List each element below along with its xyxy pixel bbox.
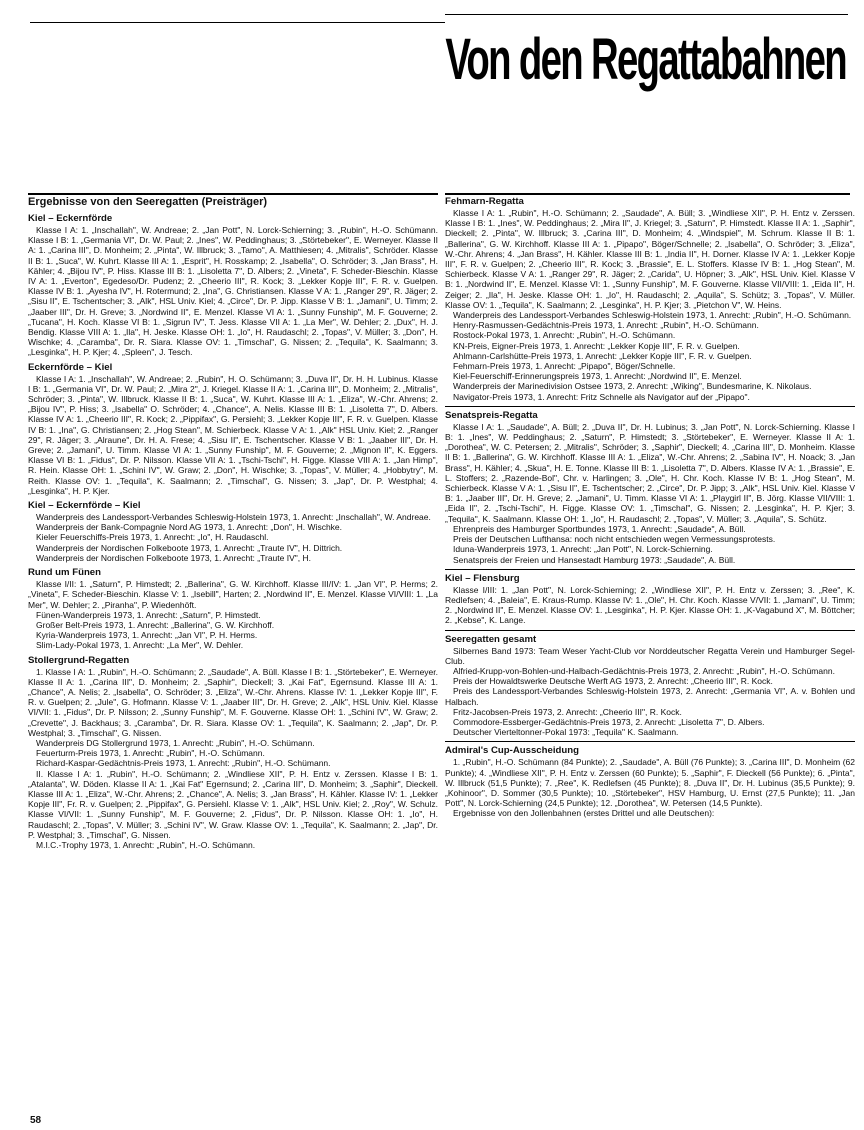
result-paragraph: Ehrenpreis des Hamburger Sportbundes 1973, 1. Anrecht: „Saudade", A. Büll. [453,523,746,534]
result-paragraph: Kyria-Wanderpreis 1973, 1. Anrecht: „Jan VI", P. H. Herms. [36,630,258,641]
section-title: Fehmarn-Regatta [445,196,524,207]
result-paragraph: Alfried-Krupp-von-Bohlen-und-Halbach-Gedächtnis-Preis 1973, 2. Anrecht: „Rubin", H.-O. Schümann. [453,665,835,676]
section-title: Kiel – Flensburg [445,569,855,584]
section-title: Kiel – Eckernförde [28,213,113,224]
result-paragraph: Iduna-Wanderpreis 1973, 1. Anrecht: „Jan Pott", N. Lorck-Schierning. [453,544,713,555]
article-section [28,196,438,209]
section-title: Kiel – Eckernförde – Kiel [28,500,141,512]
result-paragraph: Senatspreis der Freien und Hansestadt Hamburg 1973: „Saudade", A. Büll. [453,554,736,565]
result-paragraph: Ahlmann-Carlshütte-Preis 1973, 1. Anrecht: „Lekker Kopje III", F. R. v. Guelpen. [453,350,752,361]
result-paragraph: Rostock-Pokal 1973, 1. Anrecht: „Rubin", H.-O. Schümann. [453,330,676,341]
article-section [445,741,855,818]
header-banner [445,14,848,91]
result-paragraph: Klasse I/III: 1. „Jan Pott", N. Lorck-Schierning; 2. „Windliese XII", P. H. Entz v. Zerssen; 3. „Ree", K. Redlefsen; 4. „Baleia", E. Kraus-Rump. Klasse IV: 1. „Ole", H. Chr. Koch. Klasse V/VII: 1. „Jamani", U. Timm; 2. „Nordwind II", E. Menzel. Klasse OV: 1. „Lesginka", H. P. Kjer. Klasse OH: 1. „K-Vagabund X", M. Böttcher; 2. „Kebse", K. Lange. [445,584,855,626]
article-heading: Ergebnisse von den Seeregatten (Preisträger) [28,196,268,208]
section-title: Senatspreis-Regatta [445,406,855,421]
right-column-rule [445,193,850,195]
article-section [445,630,855,738]
result-paragraph: Fünen-Wanderpreis 1973, 1. Anrecht: „Saturn", P. Himstedt. [36,609,261,620]
result-paragraph: Wanderpreis DG Stollergrund 1973, 1. Anrecht: „Rubin", H.-O. Schümann. [36,737,315,748]
result-paragraph: Fehmarn-Preis 1973, 1. Anrecht: „Pipapo", Böger/Schnelle. [453,361,676,372]
article-section [28,362,438,496]
result-paragraph: Klasse I A: 1. „Saudade", A. Büll; 2. „Duva II", Dr. H. Lubinus; 3. „Jan Pott", N. Lorck-Schierning. Klasse I B: 1. „Ines", W. Peddinghaus; 2. „Saturn", P. Himstedt; 3. „Störtebeker", E. Werneyer. Klasse II A: 1. „Dorothea", W. C. Petersen; 2. „Mitralis", Schröder; 3. „Saphir", Dieckell; 4. „Carina III", D. Monheim. Klasse II B: 1. „Ballerina", G. W. Kirchhoff. Klasse III A: 1. „Eliza", W.-Chr. Ahrens; 2. „Sabina IV", H. Noack; 3. „Jan Brass", H. Kähler; 4. „Skua", H. E. Tonne. Klasse III B: 1. „Lisoletta 7", D. Albers. Klasse IV A: 1. „Brassie", E. L. Stoffers; 2. „Razende-Bol", Chr. v. Harlingen; 3. „Ole", H. Chr. Koch. Klasse IV B: 1. „Hog Stean", M. Schierbeck. Klasse V A: 1. „Sisu II", E. Tschentscher; 2. „Circe", Dr. P. Jipp; 3. „Alk", HSL Univ. Kiel. Klasse V B: 1. „Jaaber III", Dr. H. Greve; 2. „Jamani", U. Timm. Klasse VI A: 1. „Playgirl II", B. Jörg. Klasse VII/VIII: 1. „Eida II", 2. „Tschi-Tschi", H. Figge. Klasse OV: 1. „Timschal", G. Nissen; 2. „Lesginka", H. P. Kjer; 3. „Tequila", K. Saalmann. Klasse OH: 1. „Io", H. Raudaschl; 2. „Topas", V. Müller; 3. „Aquila", S. Schütz. [445,421,855,524]
page-number: 58 [30,1115,42,1126]
result-paragraph: Fritz-Jacobsen-Preis 1973, 2. Anrecht: „Cheerio III", R. Kock. [453,706,682,717]
result-paragraph: Preis des Landessport-Verbandes Schleswig-Holstein 1973, 2. Anrecht: „Germania VI", A. v. Bohlen und Halbach. [445,686,855,707]
article-section [445,569,855,626]
right-column [445,196,855,823]
result-paragraph: Slim-Lady-Pokal 1973, 1. Anrecht: „La Mer", W. Dehler. [36,640,244,651]
result-paragraph: Wanderpreis der Nordischen Folkeboote 1973, 1. Anrecht: „Traute IV", H. Dittrich. [36,542,343,553]
result-paragraph: Großer Belt-Preis 1973, 1. Anrecht: „Ballerina", G. W. Kirchhoff. [36,619,275,630]
result-paragraph: Deutscher Vierteltonner-Pokal 1973: „Tequila" K. Saalmann. [453,727,679,738]
result-paragraph: Henry-Rasmussen-Gedächtnis-Preis 1973, 1. Anrecht: „Rubin", H.-O. Schümann. [453,320,759,331]
result-paragraph: II. Klasse I A: 1. „Rubin", H.-O. Schümann; 2. „Windliese XII", P. H. Entz v. Zerssen. Klasse I B: 1. „Atalanta", W. Döden. Klasse II A: 1. „Kai Fat" Egernsund; 2. „Carina III", D. Monheim; 3. „Saphir", Dieckell. Klasse III A: 1. „Eliza", W.-Chr. Ahrens; 2. „Chance", A. Nelis; 3. „Jan Brass", H. Kähler. Klasse IV: 1. „Lekker Kopje III", Fr. R. v. Guelpen; 2. „Pippifax", G. Persiehl. Klasse V: 1. „Alk", HSL Univ. Kiel; 2. „Roy", W. Schulz. Klasse VI/VII: 1. „Sunny Funship", M. F. Gouverne; 2. „Fidus", Dr. P. Nilsson. Klasse OH: 1. „Io", H. Raudaschl; 2. „Topas", V. Müller; 3. „Schini IV", W. Graw. Klasse OV: 1. „Tequila", K. Saalmann; 2. „Jap", Dr. P. Westphal; 3. „Timschal", G. Nissen. [28,768,438,840]
top-rule [30,22,445,23]
result-paragraph: KN-Preis, Eigner-Preis 1973, 1. Anrecht: „Lekker Kopje III", F. R. v. Guelpen. [453,340,740,351]
result-paragraph: Wanderpreis des Landessport-Verbandes Schleswig-Holstein 1973, 1. Anrecht: „Inschallah", W. Andreae. [36,512,431,523]
section-title: Stollergrund-Regatten [28,654,130,666]
result-paragraph: Klasse I A: 1. „Inschallah", W. Andreae; 2. „Jan Pott", N. Lorck-Schierning; 3. „Rubin", H.-O. Schümann. Klasse I B: 1. „Germania VI", Dr. W. Paul; 2. „Ines", W. Peddinghaus; 3. „Störtebeker", E. Werneyer. Klasse II A: 1. „Carina III", D. Monheim; 2. „Pinta", W. Illbruck; 3. „Tamo", A. Matthiesen; 4. „Mitralis", Schröder. Klasse II B: 1. „Suca", W. Kuhrt. Klasse III A: 1. „Esprit", H. Rosskamp; 2. „Isabella", O. Schröder; 3. „Jan Brass", H. Kähler; 4. „Bijou IV", P. Hiss. Klasse III B: 1. „Lisoletta 7", D. Albers; 2. „Vineta", F. Scheder-Bieschin. Klasse IV A: 1. „Everton", Egedeso/Dr. Pudenz; 2. „Cheerio III", R. Kock; 3. „Lekker Kopje III", F. R. v. Guelpen. Klasse IV B: 1. „Ayesha IV", H. Rotermund; 2. „Ina", G. Christiansen. Klasse V A: 1. „Ranger 29", R. Jäger; 2. „Sisu II", E. Tschentscher; 3. „Alk", HSL Univ. Kiel; 4. „Circe", Dr. P. Jipp. Klasse V B: 1. „Jamani", U. Timm; 2. „Jaaber III", Dr. H. Greve; 3. „Nordwind II", E. Menzel. Klasse VI A: 1. „Sunny Funship", M. F. Gouverne; 2. „Tucana", H. Koch. Klasse VI B: 1. „Sigrun IV", T. Jess. Klasse VII A: 1. „La Mer", W. Dehler; 2. „Dux", H. J. Bendig. Klasse VIII A: 1. „Ila", H. Jeske. Klasse OH: 1. „Io", H. Raudaschl; 2. „Topas", V. Müller; 3. „Don", H. Wischke; 4. „Caramba", Dr. R. Siara. Klasse OV: 1. „Timschal", G. Nissen; 2. „Tequila", K. Saalmann; 3. „Lesginka", H. P. Kjer; 4. „Spleen", J. Tesch. [28,225,438,358]
article-section [28,655,438,851]
result-paragraph: 1. „Rubin", H.-O. Schümann (84 Punkte); 2. „Saudade", A. Büll (76 Punkte); 3. „Carina III", D. Monheim (62 Punkte); 4. „Windliese XII", P. H. Entz v. Zerssen (60 Punkte); 5. „Saphir", F. Dieckell (56 Punkte); 6. „Pinta", W. Illbruck (51,5 Punkte); 7. „Ree", K. Redlefsen (45 Punkte); 8. „Duva II", Dr. H. Lubinus (35,5 Punkte); 9. „Kohinoor", D. Sommer (30,5 Punkte); 10. „Störtebeker", HSV Hamburg, U. Ernst (27,5 Punkte); 11. „Jan Pott", N. Lorck-Schierning (24,5 Punkte); 12. „Dorothea", W. Petersen (14,5 Punkte). [445,757,855,809]
result-paragraph: Wanderpreis der Nordischen Folkeboote 1973, 1. Anrecht: „Traute IV", H. [36,552,311,563]
left-column-rule [28,193,438,195]
result-paragraph: Klasse I A: 1. „Inschallah", W. Andreae; 2. „Rubin", H. O. Schümann; 3. „Duva II", Dr. H. H. Lubinus. Klasse I B: 1. „Germania VI", Dr. W. Paul; 2. „Mira 2", J. Kriegel. Klasse II A: 1. „Carina III", D. Monheim; 2. „Mitralis", Schröder; 3. „Pinta", W. Illbruck. Klasse II B: 1. „Suca", W. Kuhrt. Klasse III A: 1. „Eliza", W.-Chr. Ahrens; 2. „Bijou IV", P. Hiss; 3. „Isabella" O. Schröder; 4. „Chance", A. Nelis. Klasse III B: 1. „Lisoletta 7", D. Albers. Klasse IV A: 1. „Cheerio III", R. Kock; 2. „Pippifax", G. Persiehl; 3. „Lekker Kopje III", F. R. v. Guelpen. Klasse IV B: 1. „Ina", G. Christiansen; 2. „Hog Stean", M. Schierbeck. Klasse V A: 1. „Alk" HSL Univ. Kiel; 2. „Ranger 29", R. Jäger; 3. „Alraune", Dr. H. A. Frese; 4. „Sisu II", E. Tschentscher. Klasse V B: 1. „Jaaber III", Dr. H. Greve; 2. „Jamani", U. Timm. Klasse VI A: 1. „Sunny Funship", M. F. Gouverne; 2. „Mignon II", K. Eggers. Klasse VI B: 1. „Fidus", Dr. P. Nilsson. Klasse VII A: 1. „Tschi-Tschi", H. Figge. Klasse VIII A: 1. „Jan Himp", R. Hein. Klasse OH: 1. „Schini IV", W. Graw; 2. „Don", H. Wischke; 3. „Topas", V. Müller; 4. „Hobbytry", M. Reith. Klasse OV: 1. „Tequila", K. Saalmann; 2. „Timschal", G. Nissen; 3. „Jap", Dr. P. Westphal; 4. „Lesginka", H. P. Kjer. [28,373,438,496]
article-section [28,500,438,563]
result-paragraph: Richard-Kaspar-Gedächtnis-Preis 1973, 1. Anrecht: „Rubin", H.-O. Schümann. [36,758,331,769]
result-paragraph: Wanderpreis des Landessport-Verbandes Schleswig-Holstein 1973, 1. Anrecht: „Rubin", H.-O. Schümann. [453,310,852,321]
result-paragraph: Kiel-Feuerschiff-Erinnerungspreis 1973, 1. Anrecht: „Nordwind II", E. Menzel. [453,371,742,382]
result-paragraph: Navigator-Preis 1973, 1. Anrecht: Fritz Schnelle als Navigator auf der „Pipapo". [453,391,750,402]
article-section [445,406,855,565]
section-title: Rund um Fünen [28,567,102,579]
result-paragraph: Preis der Deutschen Lufthansa: noch nicht entschieden wegen Vermessungsprotests. [453,534,776,545]
result-paragraph: Kieler Feuerschiffs-Preis 1973, 1. Anrecht: „Io", H. Raudaschl. [36,532,269,543]
result-paragraph: Ergebnisse von den Jollenbahnen (erstes Drittel und alle Deutschen): [453,808,715,819]
result-paragraph: Preis der Howaldtswerke Deutsche Werft AG 1973, 2. Anrecht: „Cheerio III", R. Kock. [453,676,773,687]
left-column [28,196,438,854]
article-section [28,567,438,650]
section-title: Admiral's Cup-Ausscheidung [445,741,855,756]
result-paragraph: Silbernes Band 1973: Team Weser Yacht-Club vor Norddeutscher Regatta Verein und Hamburger Segel-Club. [445,645,855,666]
result-paragraph: M.I.C.-Trophy 1973, 1. Anrecht: „Rubin", H.-O. Schümann. [36,839,256,850]
article-section [28,213,438,358]
section-title: Seeregatten gesamt [445,630,855,645]
article-section [445,196,855,402]
result-paragraph: Feuerturm-Preis 1973, 1. Anrecht: „Rubin", H.-O. Schümann. [36,748,265,759]
result-paragraph: Wanderpreis der Bank-Compagnie Nord AG 1973, 1. Anrecht: „Don", H. Wischke. [36,522,343,533]
result-paragraph: Klasse I A: 1. „Rubin", H.-O. Schümann; 2. „Saudade", A. Büll; 3. „Windliese XII", P. H. Entz v. Zerssen. Klasse I B: 1. „Ines", W. Peddinghaus; 2. „Mira II", J. Kriegel; 3. „Saturn", P. Himstedt. Klasse II A: 1. „Saphir", Dieckell; 2. „Pinta", W. Illbruck; 3. „Carina III", D. Monheim; 4. „Windspiel", M. Schrum. Klasse II B: 1. „Ballerina", G. W. Kirchhoff. Klasse III A: 1. „Pipapo", Böger/Schnelle; 2. „Isabella", O. Schröder; 3. „Eliza", W.-Chr. Ahrens; 4. „Jan Brass", H. Kähler. Klasse III B: 1. „India II", H. Dorner. Klasse IV A: 1. „Lekker Kopje III", F. R. v. Guelpen; 2. „Cheerio III", R. Kock; 3. „Brassie", E. L. Stoffers. Klasse IV B: 1. „Hog Stean", M. Schierbeck. Klasse V A: 1. „Ranger 29", R. Jäger; 2. „Carida", U. Höpner; 3. „Alk", HSL Univ. Kiel. Klasse V B: 1. „Nordwind II", E. Menzel. Klasse VI: 1. „Sunny Funship", M. F. Gouverne. Klasse VII/VIII: 1. „Eida II", H. Zeiger; 2. „Ila", H. Jeske. Klasse OH: 1. „Io", H. Raudaschl; 2. „Aquila", S. Schütz; 3. „Topas", V. Müller. Klasse OV: 1. „Tequila", K. Saalmann; 2. „Lesginka", H. P. Kjer; 3. „Pietchon V", W. Heins. [445,208,855,310]
page-title: Von den Regattabahnen [445,27,846,92]
section-title: Eckernförde – Kiel [28,361,113,373]
result-paragraph: Wanderpreis der Marinedivision Ostsee 1973, 2. Anrecht: „Wiking", Bundesmarine, K. Nikolaus. [453,381,812,392]
result-paragraph: 1. Klasse I A: 1. „Rubin", H.-O. Schümann; 2. „Saudade", A. Büll. Klasse I B: 1. „Störtebeker", E. Werneyer. Klasse II A: 1. „Carina III", D. Monheim; 2. „Saphir", Dieckell; 3. „Kai Fat", Egernsund. Klasse III A: 1. „Chance", A. Nelis; 2. „Isabella", O. Schröder; 3. „Eliza", W.-Chr. Ahrens. Klasse IV: 1. „Lekker Kopje III", F. R. v. Guelpen; 2. „Jule", G. Hofmann. Klasse V: 1. „Jaaber III", Dr. H. Greve; 2. „Alk", HSL Univ. Kiel. Klasse VI/VII: 1. „Fidus", Dr. P. Nilsson; 2. „Sunny Funship", M. F. Gouverne. Klasse OH: 1. „Schini IV", W. Graw; 2. „Crevette", J. Backhaus; 3. „Caramba", Dr. R. Siara. Klasse OV: 1. „Tequila", K. Saalmann; 2. „Jap", Dr. P. Westphal; 3. „Timschal", G. Nissen. [28,666,438,738]
result-paragraph: Klasse I/II: 1. „Saturn", P. Himstedt; 2. „Ballerina", G. W. Kirchhoff. Klasse III/IV: 1. „Jan VI", P. Herms; 2. „Vineta", F. Scheder-Bieschin. Klasse V: 1. „Isebill", Harten; 2. „Nordwind II", E. Menzel. Klasse VI/VIII: 1. „La Mer", W. Dehler; 2. „Piranha", P. Wiedenhöft. [28,579,438,610]
result-paragraph: Commodore-Essberger-Gedächtnis-Preis 1973, 2. Anrecht: „Lisoletta 7", D. Albers. [453,716,765,727]
